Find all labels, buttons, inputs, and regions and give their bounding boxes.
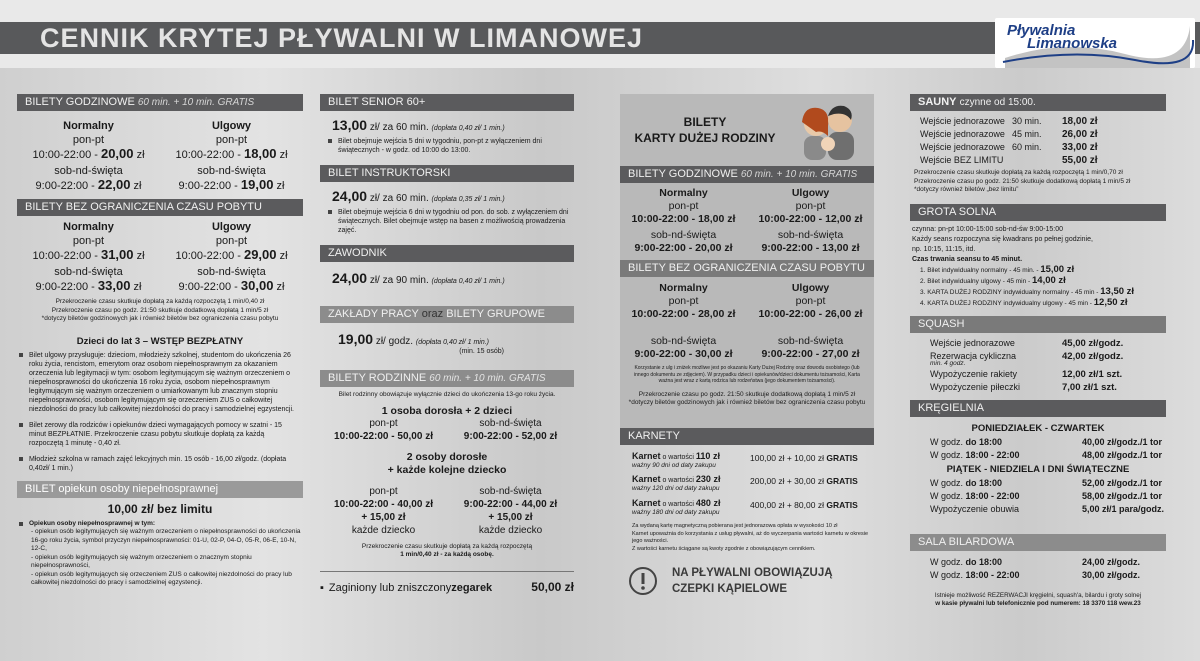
- zawodnik-price: 24,00 zł/ za 90 min. (dopłata 0,40 zł/ 1 min.): [332, 270, 505, 286]
- sauna-price: 33,00 zł: [1062, 142, 1098, 153]
- rezerwacja-note: Istnieje możliwość REZERWACJI kręgielni, squash'a, bilardu i groty solnej w kasie pływalni lub telefonicznie pod numerem: 18 3370 118 wew.23: [934, 592, 1142, 607]
- kregielnia-obuwie: Wypożyczenie obuwia 5,00 zł/1 para/godz.: [930, 504, 1165, 514]
- kregielnia-weekdays: PONIEDZIAŁEK - CZWARTEK: [971, 423, 1105, 434]
- text: [632, 451, 750, 462]
- squash-header: SQUASH: [910, 316, 1166, 333]
- senior-header: BILET SENIOR 60+: [320, 94, 574, 111]
- page-title: CENNIK KRYTEJ PŁYWALNI W LIMANOWEJ: [40, 23, 644, 53]
- time-range: do 18:00: [965, 437, 1003, 447]
- godz-text: W godz.: [930, 437, 966, 447]
- column-1: [17, 94, 303, 588]
- list-item: Opiekun osoby niepełnosprawnej w tym:: [17, 520, 303, 529]
- kdr-bez-header: BILETY BEZ OGRANICZENIA CZASU POBYTU: [620, 260, 874, 277]
- karnet-gratis: GRATIS: [826, 476, 858, 486]
- godz-text: W godz.: [930, 557, 966, 567]
- karnet-price-text: 200,00 zł + 30,00 zł: [750, 476, 827, 486]
- karnet-validity: ważny 180 dni od daty zakupu: [632, 508, 720, 516]
- karnety-list: [620, 451, 874, 518]
- kregielnia-header: KRĘGIELNIA: [910, 400, 1166, 417]
- karnet-price: [750, 451, 858, 463]
- sauna-row: [920, 154, 1166, 167]
- bilard-row: [930, 556, 1166, 569]
- time-range: 18:00 - 22:00: [965, 450, 1020, 460]
- karnet-amount: 480 zł: [695, 497, 721, 508]
- rodzinne-prices-1: pon-pt 10:00-22:00 - 50,00 zł sob-nd-święta 9:00-22:00 - 52,00 zł: [334, 417, 558, 442]
- opiekun-list: [17, 520, 303, 529]
- zawodnik-header: ZAWODNIK: [320, 245, 574, 262]
- kregiel-row-price: 48,00 zł/godz./1 tor: [1082, 450, 1163, 460]
- grota-header: GROTA SOLNA: [910, 204, 1166, 221]
- kregiel-row-label: [930, 477, 1082, 490]
- squash-price: 45,00 zł/godz.: [1062, 337, 1124, 349]
- czepki-notice: NA PŁYWALNI OBOWIĄZUJĄ CZEPKI KĄPIELOWE: [620, 565, 874, 597]
- grota-prices: [910, 265, 1166, 309]
- kregiel-row: [930, 449, 1166, 462]
- karnet-price: [750, 498, 858, 510]
- kregielnia-prices-1: [910, 436, 1166, 462]
- karnet-label: Karnet: [632, 497, 661, 508]
- kregielnia-weekend: PIĄTEK - NIEDZIELA I DNI ŚWIĄTECZNE: [946, 464, 1130, 475]
- godz-text: W godz.: [930, 570, 966, 580]
- bilard-row-price: 24,00 zł/godz.: [1082, 557, 1141, 567]
- grota-info: czynna: pn-pt 10:00-15:00 sob-nd-św 9:00-15:00 Każdy seans rozpoczyna się kwadrans po pełnej godzinie, np. 10:15, 11:15, itd. Czas trwania seansu to 45 minut.: [912, 225, 1093, 263]
- squash-price: 12,00 zł/1 szt.: [1062, 369, 1123, 380]
- kregiel-row-price: 58,00 zł/godz./1 tor: [1082, 491, 1163, 501]
- kdr-title: BILETY KARTY DUŻEJ RODZINY: [634, 115, 776, 145]
- squash-price: 7,00 zł/1 szt.: [1062, 382, 1117, 393]
- kregiel-row: [930, 477, 1166, 490]
- sauna-time: 30 min.: [1012, 116, 1042, 126]
- list-item: Bilet zerowy dla rodziców i opiekunów dzieci wymagających pomocy w szatni - 15 minut BEZPŁATNIE. Przekroczenie czasu pobytu skutkuje dopłatą za każdą rozpoczętą 1 minutę - 0,40 zł.: [17, 421, 297, 448]
- ulgi-list: [17, 351, 303, 473]
- karnet-amount: 230 zł: [695, 474, 721, 484]
- sauny-prices: [910, 115, 1166, 167]
- kregiel-row-price: 40,00 zł/godz./1 tor: [1082, 437, 1163, 447]
- karnet-row: [620, 474, 874, 494]
- kdr-time-notes: Przekroczenie czasu po godz. 21:50 skutkuje dodatkową dopłatą 1 min/5 zł *dotyczy biletów godzinowych jak i również biletów bez ograniczenia czasu pobytu: [628, 390, 866, 406]
- sauna-price: 18,00 zł: [1062, 116, 1098, 127]
- text: [632, 498, 750, 509]
- dzieci-free: Dzieci do lat 3 – WSTĘP BEZPŁATNY: [76, 335, 244, 347]
- time-range: do 18:00: [965, 478, 1003, 488]
- list-item: Młodzież szkolna w ramach zajęć lekcyjnych min. 15 osób - 16,00 zł/godz. (dopłata 0,40zł/ 1 min.): [17, 455, 297, 473]
- karnet-price-text: 400,00 zł + 80,00 zł: [750, 499, 827, 510]
- kdr-godzinowe-header: BILETY GODZINOWE 60 min. + 10 min. GRATIS: [620, 166, 874, 183]
- squash-label: Wypożyczenie piłeczki: [930, 382, 1020, 392]
- opiekun-header: BILET opiekun osoby niepełnosprawnej: [17, 481, 303, 498]
- kregiel-row-label: [930, 449, 1082, 462]
- column-4: [910, 94, 1166, 608]
- kdr-bez-prices: Normalny pon-pt 10:00-22:00 - 28,00 zł sob-nd-święta 9:00-22:00 - 30,00 zł Ulgowy pon-pt 10:00-22:00 - 26,00 zł sob-nd-święta 9:00-22:00 - 27,00 zł: [631, 282, 863, 360]
- sauna-label: Wejście jednorazowe: [920, 116, 1005, 126]
- bilard-prices: [910, 556, 1166, 582]
- karnet-gratis: GRATIS: [826, 499, 858, 510]
- karnet-value: [632, 451, 750, 471]
- kdr-godzinowe-prices: Normalny pon-pt 10:00-22:00 - 18,00 zł sob-nd-święta 9:00-22:00 - 20,00 zł Ulgowy pon-pt 10:00-22:00 - 12,00 zł sob-nd-święta 9:00-22:00 - 13,00 zł: [631, 187, 863, 254]
- karnet-value: [632, 474, 750, 494]
- sauna-row: [920, 115, 1166, 128]
- karnet-label: Karnet: [632, 474, 661, 484]
- bilard-row-label: [930, 569, 1082, 582]
- grota-price: 14,00 zł: [1032, 274, 1066, 286]
- rodzinne-variant-1: 1 osoba dorosła + 2 dzieci: [381, 404, 513, 417]
- karnet-of: o wartości: [660, 500, 696, 508]
- sauna-time: [1012, 154, 1062, 167]
- instruktor-header: BILET INSTRUKTORSKI: [320, 165, 574, 182]
- rodzinne-header: BILETY RODZINNE 60 min. + 10 min. GRATIS: [320, 370, 574, 387]
- zaklady-header: ZAKŁADY PRACY oraz BILETY GRUPOWE: [320, 306, 574, 323]
- logo-line1: Pływalnia: [1007, 22, 1076, 39]
- sauny-header: SAUNY czynne od 15:00.: [910, 94, 1166, 111]
- rodzinne-prices-2: pon-pt 10:00-22:00 - 40,00 zł + 15,00 zł każde dziecko sob-nd-święta 9:00-22:00 - 44,00 zł + 15,00 zł każde dziecko: [334, 485, 558, 536]
- list-item: Bilet obejmuje wejścia 5 dni w tygodniu, pon-pt z wyłączeniem dni świątecznych - w godz. od 10:00 do 13:00.: [326, 137, 574, 155]
- karnety-notes: Za wydaną kartę magnetyczną pobierana jest jednorazowa opłata w wysokości 10 zł Karnet upoważnia do korzystania z usług pływalni, aż do wyczerpania wartości karnetu w okresie jego ważności. Z wartości karnetu ściągane są kwoty zgodnie z obowiązującym cennikiem.: [632, 523, 869, 552]
- grota-row: [920, 287, 1166, 298]
- sauna-row: [920, 128, 1166, 141]
- column-2: [320, 94, 574, 594]
- rodzinne-variant-2: 2 osoby dorosłe + każde kolejne dziecko: [387, 450, 507, 476]
- grota-label: 4. KARTA DUŻEJ RODZINY indywidualny ulgowy - 45 min -: [920, 299, 1094, 307]
- opiekun-price: 10,00 zł/ bez limitu: [107, 501, 213, 516]
- squash-row: [930, 368, 1166, 381]
- bilard-row: [930, 569, 1166, 582]
- grota-price: 13,50 zł: [1100, 285, 1135, 297]
- karnet-row: [620, 451, 874, 471]
- kdr-title-area: [620, 94, 874, 164]
- squash-row: [930, 337, 1166, 350]
- logo-line2: Limanowska: [1027, 35, 1118, 52]
- grota-price: 15,00 zł: [1040, 263, 1075, 275]
- bez-ograniczenia-prices: Normalny pon-pt 10:00-22:00 - 31,00 zł sob-nd-święta 9:00-22:00 - 33,00 zł Ulgowy pon-pt 10:00-22:00 - 29,00 zł sob-nd-święta 9:00-22:00 - 30,00 zł: [32, 221, 288, 293]
- kdr-docs-note: Korzystanie z ulg i zniżek możliwe jest po okazaniu Karty Dużej Rodziny oraz dowodu osobistego (lub innego dokumentu ze zdjęciem). W przypadku dzieci i opiekunów/dzieci dokumentu tożsamości, Karta ważna jest wraz z kartą rodzica lub rodzeństwa (jego dokumentem tożsamości).: [634, 365, 860, 384]
- instruktor-notes: [320, 208, 574, 235]
- bilard-row-label: [930, 556, 1082, 569]
- squash-price: 42,00 zł/godz.: [1062, 350, 1124, 362]
- senior-price: 13,00 zł/ za 60 min. (dopłata 0,40 zł/ 1 min.): [332, 117, 505, 133]
- squash-label: Rezerwacja cykliczna: [930, 350, 1017, 361]
- kregiel-row: [930, 490, 1166, 503]
- sauny-notes: Przekroczenie czasu skutkuje dopłatą za każdą rozpoczętą 1 min/0,70 zł Przekroczenie czasu po godz. 21:50 skutkuje dodatkową dopłatą 1 min/5 zł *dotyczy również biletów „bez limitu”: [914, 169, 1131, 193]
- time-notes: Przekroczenie czasu skutkuje dopłatą za każdą rozpoczętą 1 min/0,40 zł Przekroczenie czasu po godz. 21:50 skutkuje dodatkową dopłatą 1 min/5 zł *dotyczy biletów godzinowych jak i również biletów bez ograniczenia czasu pobytu: [41, 298, 279, 322]
- sauna-time: 60 min.: [1012, 142, 1042, 152]
- opiekun-details: - opiekun osób legitymujących się ważnym orzeczeniem o niepełnosprawności do ukończenia 16-go roku życia, symbol przyczyn niepełnosprawności: 01-U, 02-P, 04-O, 05-R, 06-E, 10-N, 12-C, - opiekun osób legitymujących się ważnym orzeczeniem o znacznym stopniu niepełnosprawności, - opiekun osób legitymujących się orzeczeniem ZUS o całkowitej niezdolności do pracy lub całkowitej niezdolności do pracy i samodzielnej egzystencji.: [31, 528, 301, 586]
- karnet-of: o wartości: [660, 477, 696, 484]
- zaklady-min: (min. 15 osób): [459, 348, 504, 355]
- squash-min: min. 4 godz.: [930, 359, 966, 367]
- zegarek-row: ▪ Zaginiony lub zniszczony zegarek 50,00 zł: [320, 579, 574, 594]
- sauna-price: 55,00 zł: [1062, 155, 1098, 166]
- karnet-value: [632, 498, 750, 518]
- text: [632, 474, 750, 485]
- kregiel-row-price: 52,00 zł/godz./1 tor: [1082, 478, 1163, 488]
- squash-row: [930, 381, 1166, 394]
- sauna-label: Wejście BEZ LIMITU: [920, 155, 1004, 165]
- grota-label: 3. KARTA DUŻEJ RODZINY indywidualny normalny - 45 min -: [920, 288, 1101, 296]
- godzinowe-prices: Normalny pon-pt 10:00-22:00 - 20,00 zł sob-nd-święta 9:00-22:00 - 22,00 zł Ulgowy pon-pt 10:00-22:00 - 18,00 zł sob-nd-święta 9:00-22:00 - 19,00 zł: [32, 120, 288, 192]
- rodzinne-notes: Przekroczenie czasu skutkuje dopłatą za każdą rozpoczętą 1 min/0,40 zł - za każdą osobę.: [361, 542, 533, 558]
- godz-text: W godz.: [930, 478, 966, 488]
- karnet-amount: 110 zł: [695, 450, 720, 461]
- kregiel-row: [930, 436, 1166, 449]
- karnet-label: Karnet: [632, 450, 661, 461]
- family-icon: [788, 100, 864, 160]
- karnet-price: [750, 474, 858, 486]
- time-range: do 18:00: [965, 557, 1003, 567]
- kregiel-row-label: [930, 436, 1082, 449]
- grota-label: 1. Bilet indywidualny normalny - 45 min. -: [920, 266, 1041, 274]
- squash-prices: [910, 337, 1166, 395]
- bilard-header: SALA BILARDOWA: [910, 534, 1166, 551]
- grota-row: [920, 298, 1166, 309]
- karnet-row: [620, 498, 874, 518]
- squash-label: Wypożyczenie rakiety: [930, 369, 1017, 379]
- grota-label: 2. Bilet indywidualny ulgowy - 45 min -: [920, 277, 1032, 285]
- list-item: Bilet ulgowy przysługuje: dzieciom, młodzieży szkolnej, studentom do ukończenia 26 roku życia, rencistom, emerytom oraz osobom niepełnosprawnym za okazaniem orzeczenia lub legitymacji w tym: osobom legitymującym się ważnym orzeczeniem o niepełnosprawności do ukończenia 16 roku życia, osobom niepełnosprawnym legitymującym się ważnym orzeczeniem o umiarkowanym lub znacznym stopniu niepełnosprawności, osobom legitymującym się orzeczeniem ZUS o całkowitej niezdolności do pracy lub całkowitej niezdolności do pracy i samodzielnej egzystencji.: [17, 351, 297, 414]
- sauna-time: 45 min.: [1012, 129, 1042, 139]
- karnet-gratis: GRATIS: [826, 452, 858, 463]
- karnet-of: o wartości: [660, 453, 696, 461]
- instruktor-price: 24,00 zł/ za 60 min. (dopłata 0,35 zł/ 1 min.): [332, 188, 505, 204]
- grota-price: 12,50 zł: [1093, 296, 1128, 308]
- squash-label: Wejście jednorazowe: [930, 337, 1015, 348]
- sauna-label: Wejście jednorazowe: [920, 129, 1005, 139]
- bilard-row-price: 30,00 zł/godz.: [1082, 570, 1141, 580]
- sauna-price: 26,00 zł: [1062, 129, 1098, 140]
- column-3: [620, 94, 874, 597]
- godz-text: W godz.: [930, 491, 966, 501]
- time-range: 18:00 - 22:00: [965, 491, 1020, 501]
- karnet-validity: ważny 90 dni od daty zakupu: [632, 461, 716, 469]
- karnety-header: KARNETY: [620, 428, 874, 445]
- time-range: 18:00 - 22:00: [965, 570, 1020, 580]
- sauna-row: [920, 141, 1166, 154]
- logo: [995, 18, 1195, 68]
- kregielnia-prices-2: [910, 477, 1166, 503]
- senior-notes: [320, 137, 574, 155]
- godzinowe-header: BILETY GODZINOWE 60 min. + 10 min. GRATIS: [17, 94, 303, 111]
- warning-icon: [628, 566, 658, 596]
- list-item: Bilet obejmuje wejścia 6 dni w tygodniu od pon. do sob. z wyłączeniem dni świątecznych. Bilet obejmuje wstęp na basen z możliwością prowadzenia zajęć.: [326, 208, 574, 235]
- sauna-label: Wejście jednorazowe: [920, 142, 1005, 152]
- rodzinne-intro: Bilet rodzinny obowiązuje wyłącznie dzieci do ukończenia 13-go roku życia.: [338, 391, 556, 398]
- karnet-validity: ważny 120 dni od daty zakupu: [632, 485, 720, 492]
- kregiel-row-label: [930, 490, 1082, 503]
- godz-text: W godz.: [930, 450, 966, 460]
- bez-ograniczenia-header: BILETY BEZ OGRANICZENIA CZASU POBYTU: [17, 199, 303, 216]
- zaklady-price: 19,00 zł/ godz. (dopłata 0,40 zł/ 1 min.): [338, 331, 490, 347]
- karnet-price-text: 100,00 zł + 10,00 zł: [750, 452, 827, 463]
